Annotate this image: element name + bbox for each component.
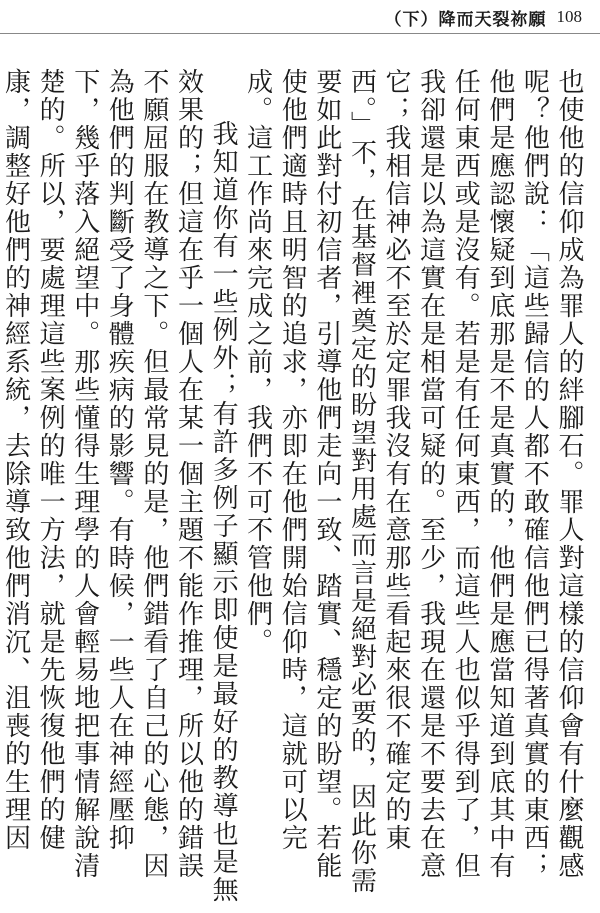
page-number: 108	[556, 7, 582, 26]
paragraph-continuation: 也使他的信仰成為罪人的絆腳石。罪人對這樣的信仰會有什麼觀感呢？他們說：「這些歸信的人都不敢確信他們已得著真實的東西；他們是應認懷疑到底那是不是真實的，他們是應當知道到底其中有任何東西或是沒有。若是有任何東西，而這些人也似乎得到了，但我卻還是以為這實在是相當可疑的。至少，我現在還是不要去在意它；我相信神必不至於定罪我沒有在意那些看起來很不確定的東西。」不，在基督裡奠定的盼望對用處而言是絕對必要的，因此你需要如此對付初信者，引導他們走向一致、踏實、穩定的盼望。若能使他們適時且明智的追求，亦即在他們開始信仰時，這就可以完成。這工作尚來完成之前，我們不可不管他們。	[242, 68, 584, 895]
paragraph: 我知道你有一些例外；有許多例子顯示即使是最好的教導也是無效果的；但這在乎一個人在某一個主題不能作推理，所以他的錯誤不願屈服在教導之下。但最常見的是，他們錯看了自己的心態，因為他們的判斷受了身體疾病的影響。有時候，一些人在神經壓抑下，幾乎落入絕望中。那些懂得生理學的人會輕易地把事情解說清楚的。所以，要處理這些案例的唯一方法，就是先恢復他們的健康，調整好他們的神經系統，去除導致他們消沉、沮喪的生理因	[0, 68, 239, 904]
chapter-title: （下）降而天裂祢願	[384, 9, 547, 30]
body-text	[0, 68, 586, 906]
header-divider	[0, 33, 600, 34]
running-header	[385, 3, 583, 31]
